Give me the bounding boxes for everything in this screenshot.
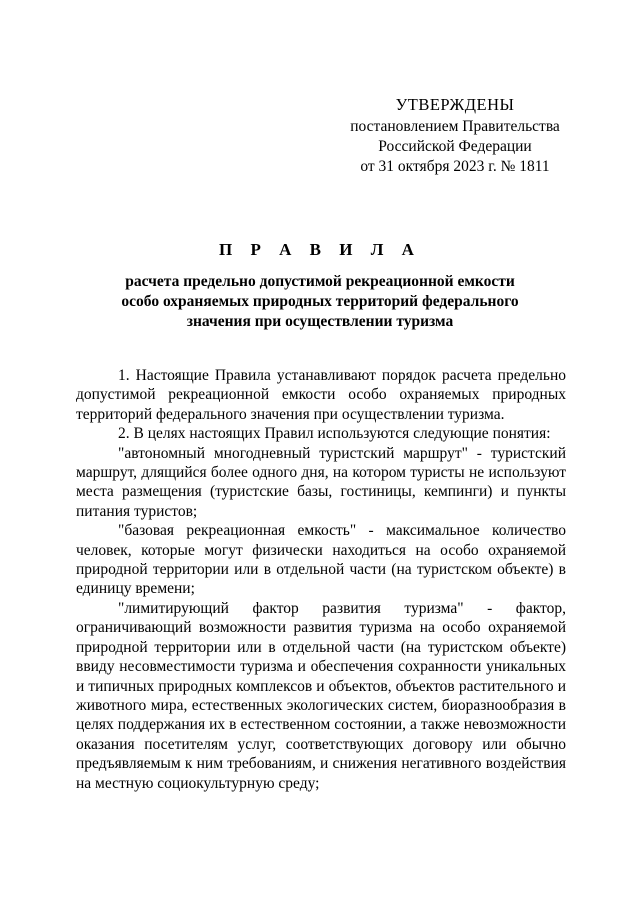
subtitle-line: расчета предельно допустимой рекреационной емкости (125, 273, 515, 290)
approval-heading: УТВЕРЖДЕНЫ (395, 95, 515, 114)
definition-limiting-factor: "лимитирующий фактор развития туризма" - фактор, ограничивающий возможности развития туризма на особо охраняемой природной территории или в отдельной части (на туристском объекте) ввиду несовместимости туризма и обеспечения сохранности уникальных и типичных природных комплексов и объектов, объектов растительного и животного мира, естественных экологических систем, биоразнообразия в целях поддержания их в естественном состоянии, а также невозможности оказания посетителям услуг, соответствующих договору или обычно предъявляемым к ним требованиям, и снижения негативного воздействия на местную социокультурную среду; (76, 599, 566, 792)
paragraph-2: 2. В целях настоящих Правил используются следующие понятия: (118, 425, 551, 443)
approval-date-line: от 31 октября 2023 г. № 1811 (360, 158, 550, 175)
document-body (76, 366, 566, 793)
definition-base-capacity: "базовая рекреационная емкость" - максимальное количество человек, которые могут физически находиться на особо охраняемой природной территории или в отдельной части (на туристском объекте) в единицу времени; (76, 522, 566, 598)
document-title: П Р А В И Л А (219, 240, 421, 259)
approval-stamp (330, 95, 580, 177)
document-subtitle (100, 272, 540, 332)
approval-line: постановлением Правительства (350, 118, 560, 135)
approval-line: Российской Федерации (378, 138, 532, 155)
definition-autonomous-route: "автономный многодневный туристский маршрут" - туристский маршрут, длящийся более одного дня, на котором туристы не используют места размещения (туристские базы, гостиницы, кемпинги) и пункты питания туристов; (76, 444, 566, 520)
paragraph-1: 1. Настоящие Правила устанавливают порядок расчета предельно допустимой рекреационной емкости особо охраняемых природных территорий федерального значения при осуществлении туризма. (76, 367, 566, 423)
subtitle-line: значения при осуществлении туризма (186, 313, 454, 330)
subtitle-line: особо охраняемых природных территорий федерального (121, 293, 519, 310)
